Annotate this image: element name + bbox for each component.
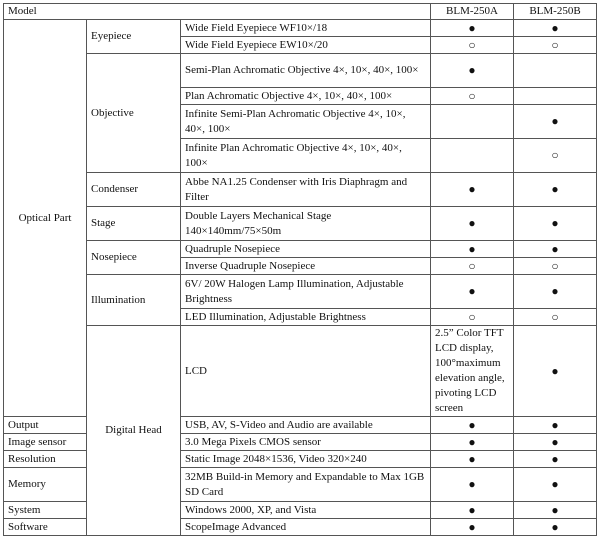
item-desc: LED Illumination, Adjustable Brightness xyxy=(181,309,431,326)
header-row xyxy=(4,4,597,20)
mark-b: ○ xyxy=(514,139,597,173)
mark-a: ● xyxy=(431,54,514,88)
mark-b: ● xyxy=(514,417,597,434)
spec-table-container xyxy=(3,3,596,536)
table-row xyxy=(4,54,597,88)
mark-a xyxy=(431,139,514,173)
mark-b: ● xyxy=(514,173,597,207)
group-resolution: Resolution xyxy=(4,451,87,468)
group-software: Software xyxy=(4,519,87,536)
item-desc: 3.0 Mega Pixels CMOS sensor xyxy=(181,434,431,451)
item-desc: Windows 2000, XP, and Vista xyxy=(181,502,431,519)
mark-a: ● xyxy=(431,434,514,451)
mark-a: ● xyxy=(431,502,514,519)
group-objective: Objective xyxy=(87,54,181,173)
spec-table xyxy=(3,3,597,536)
mark-b xyxy=(514,54,597,88)
mark-a: ○ xyxy=(431,88,514,105)
item-desc: Static Image 2048×1536, Video 320×240 xyxy=(181,451,431,468)
item-desc: 2.5” Color TFT LCD display, 100°maximum elevation angle, pivoting LCD screen xyxy=(431,326,514,417)
mark-a: ● xyxy=(431,241,514,258)
mark-a: ● xyxy=(431,20,514,37)
table-row xyxy=(4,20,597,37)
item-desc: 6V/ 20W Halogen Lamp Illumination, Adjustable Brightness xyxy=(181,275,431,309)
table-row xyxy=(4,173,597,207)
mark-a: ● xyxy=(431,173,514,207)
mark-a: ● xyxy=(431,468,514,502)
item-desc: Inverse Quadruple Nosepiece xyxy=(181,258,431,275)
mark-b: ● xyxy=(514,451,597,468)
mark-a: ○ xyxy=(431,258,514,275)
mark-a: ● xyxy=(431,207,514,241)
item-desc: Double Layers Mechanical Stage 140×140mm/75×50m xyxy=(181,207,431,241)
item-desc: ScopeImage Advanced xyxy=(181,519,431,536)
mark-b: ● xyxy=(514,519,597,536)
mark-b: ● xyxy=(514,241,597,258)
item-desc: USB, AV, S-Video and Audio are available xyxy=(181,417,431,434)
table-row xyxy=(4,326,597,417)
item-desc: Abbe NA1.25 Condenser with Iris Diaphragm and Filter xyxy=(181,173,431,207)
model-b-header: BLM-250B xyxy=(514,4,597,20)
mark-a: ● xyxy=(431,451,514,468)
mark-b: ○ xyxy=(514,258,597,275)
model-label: Model xyxy=(4,4,431,20)
section-optical-part: Optical Part xyxy=(4,20,87,417)
mark-a: ● xyxy=(431,519,514,536)
item-desc: Semi-Plan Achromatic Objective 4×, 10×, 40×, 100× xyxy=(181,54,431,88)
mark-b: ○ xyxy=(514,37,597,54)
mark-b: ● xyxy=(514,468,597,502)
group-memory: Memory xyxy=(4,468,87,502)
mark-a: ○ xyxy=(431,309,514,326)
section-digital-head: Digital Head xyxy=(87,326,181,536)
item-desc: Wide Field Eyepiece EW10×/20 xyxy=(181,37,431,54)
item-desc: Wide Field Eyepiece WF10×/18 xyxy=(181,20,431,37)
mark-a xyxy=(431,105,514,139)
mark-b: ● xyxy=(514,207,597,241)
mark-b: ○ xyxy=(514,309,597,326)
mark-b xyxy=(514,88,597,105)
item-desc: Plan Achromatic Objective 4×, 10×, 40×, 100× xyxy=(181,88,431,105)
group-illumination: Illumination xyxy=(87,275,181,326)
group-nosepiece: Nosepiece xyxy=(87,241,181,275)
mark-b: ● xyxy=(514,434,597,451)
group-system: System xyxy=(4,502,87,519)
mark-a: ○ xyxy=(431,37,514,54)
table-row xyxy=(4,207,597,241)
table-row xyxy=(4,241,597,258)
mark-a: ● xyxy=(514,326,597,417)
group-image-sensor: Image sensor xyxy=(4,434,87,451)
mark-b: ● xyxy=(514,275,597,309)
mark-b: ● xyxy=(514,105,597,139)
mark-a: ● xyxy=(431,417,514,434)
item-desc: Quadruple Nosepiece xyxy=(181,241,431,258)
item-desc: 32MB Build-in Memory and Expandable to Max 1GB SD Card xyxy=(181,468,431,502)
group-stage: Stage xyxy=(87,207,181,241)
group-condenser: Condenser xyxy=(87,173,181,207)
mark-b: ● xyxy=(514,502,597,519)
item-desc: Infinite Plan Achromatic Objective 4×, 10×, 40×, 100× xyxy=(181,139,431,173)
mark-a: ● xyxy=(431,275,514,309)
group-output: Output xyxy=(4,417,87,434)
group-lcd: LCD xyxy=(181,326,431,417)
table-row xyxy=(4,275,597,309)
group-eyepiece: Eyepiece xyxy=(87,20,181,54)
model-a-header: BLM-250A xyxy=(431,4,514,20)
mark-b: ● xyxy=(514,20,597,37)
item-desc: Infinite Semi-Plan Achromatic Objective 4×, 10×, 40×, 100× xyxy=(181,105,431,139)
